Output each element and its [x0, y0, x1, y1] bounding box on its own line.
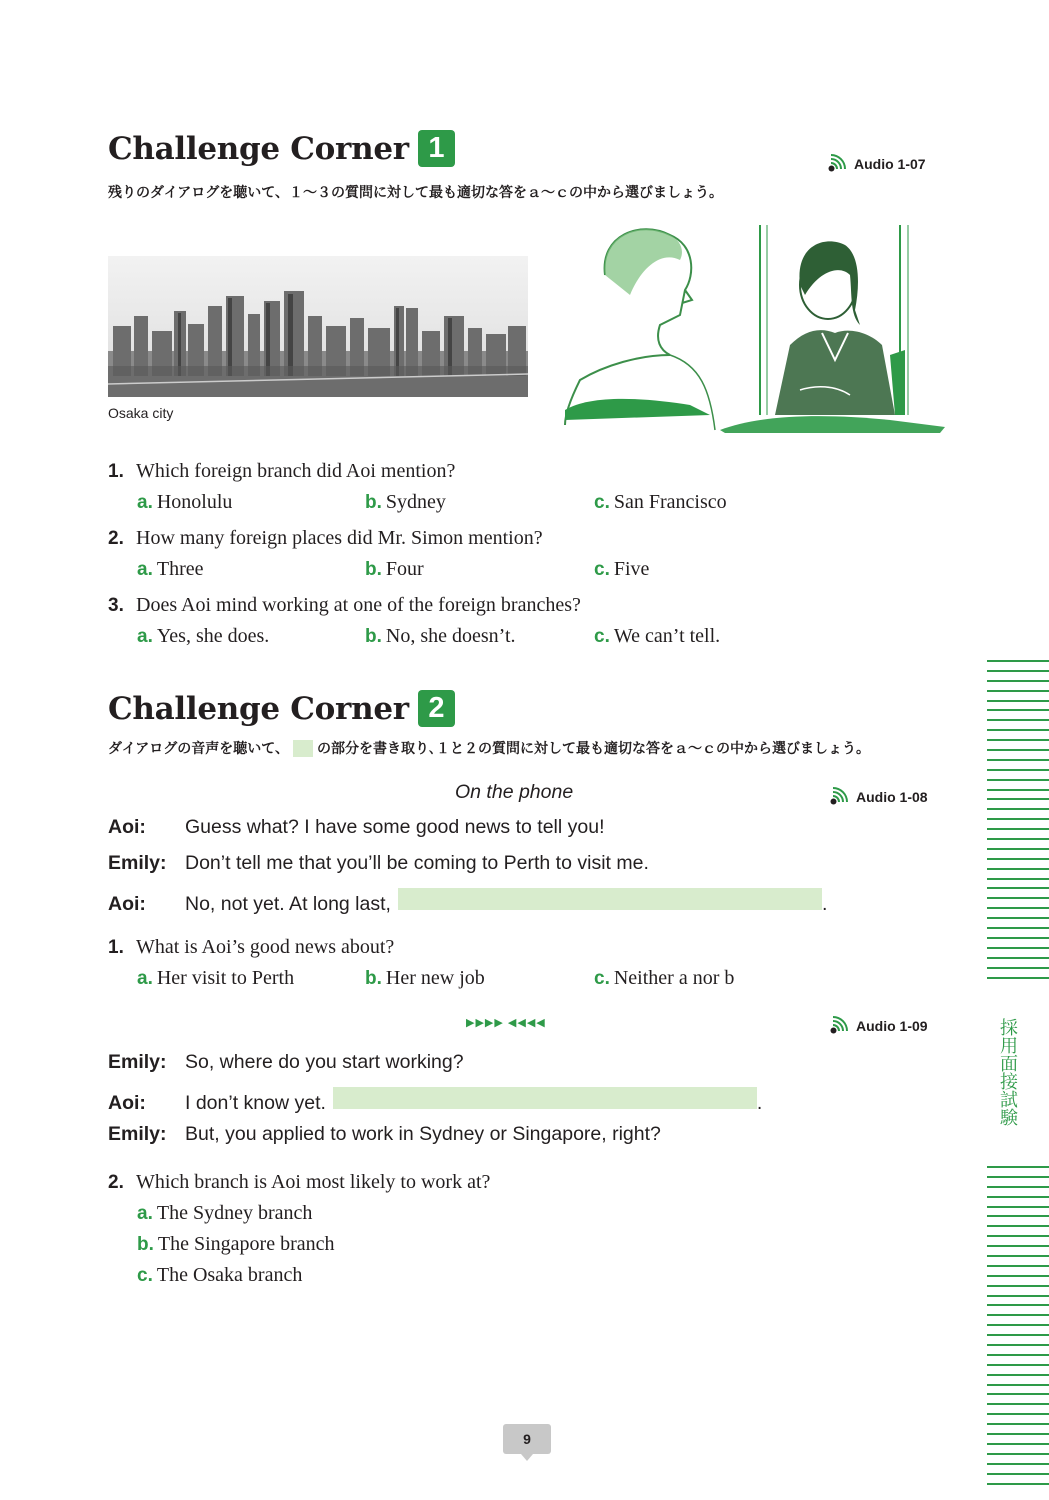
side-stripes-bottom: [987, 1166, 1049, 1492]
line-text: Don’t tell me that you’ll be coming to Perth to visit me.: [185, 852, 649, 874]
cc2-title: [108, 690, 455, 727]
cc1-question-2: [108, 527, 908, 558]
option-b[interactable]: b. Sydney: [365, 491, 446, 513]
option-b[interactable]: b. The Singapore branch: [137, 1233, 335, 1255]
cc1-question-3: [108, 594, 908, 625]
question-number: 1.: [108, 937, 124, 958]
cc2-q1-options: [108, 967, 908, 1003]
line-text: I don’t know yet.: [185, 1092, 326, 1114]
page-number: 9: [503, 1424, 551, 1454]
cc2-instruction-post: の部分を書き取り､１と２の質問に対して最も適切な答をａ～ｃの中から選びましょう。: [317, 740, 871, 756]
cc1-q3-options: [108, 625, 908, 661]
blank-sample: [293, 740, 313, 757]
cc2-question-2-block: [108, 1171, 908, 1295]
speaker: Aoi:: [108, 1092, 146, 1114]
scene-label: On the phone: [455, 781, 574, 803]
cc2-instruction-pre: ダイアログの音声を聴いて、: [108, 740, 290, 756]
cc1-instruction: 残りのダイアログを聴いて、１～３の質問に対して最も適切な答をａ～ｃの中から選びましょう。: [108, 184, 724, 200]
question-text: Which foreign branch did Aoi mention?: [136, 460, 456, 482]
cc2-question-1-block: [108, 936, 908, 1003]
side-tab-label: 採用面接試験: [998, 1018, 1018, 1126]
audio-icon: [830, 785, 852, 805]
option-a[interactable]: a. Yes, she does.: [137, 625, 270, 647]
cc1-audio-label: Audio 1-07: [854, 156, 926, 172]
speaker: Aoi:: [108, 893, 146, 915]
question-text: How many foreign places did Mr. Simon mention?: [136, 527, 543, 549]
audio-icon: [830, 1014, 852, 1034]
option-a[interactable]: a. Three: [137, 558, 204, 580]
option-a[interactable]: a. Her visit to Perth: [137, 967, 295, 989]
cc2-instruction: [108, 738, 870, 758]
cc1-number-badge: 1: [418, 130, 455, 167]
cc2-audio-2-label: Audio 1-09: [856, 1018, 928, 1034]
option-a[interactable]: a. Honolulu: [137, 491, 233, 513]
section-separator: ▶▶▶▶ ◀◀◀◀: [466, 1017, 546, 1029]
option-b[interactable]: b. Four: [365, 558, 424, 580]
option-c[interactable]: c. The Osaka branch: [137, 1264, 303, 1286]
option-a[interactable]: a. The Sydney branch: [137, 1202, 313, 1224]
speaker: Emily:: [108, 852, 167, 874]
cc2-audio-2[interactable]: [830, 1014, 928, 1034]
cc2-question-1: [108, 936, 908, 967]
option-c[interactable]: c. San Francisco: [594, 491, 727, 513]
option-c[interactable]: c. We can’t tell.: [594, 625, 721, 647]
speaker: Aoi:: [108, 816, 146, 838]
cc2-title-text: Challenge Corner: [108, 690, 409, 727]
dialogue-line: [108, 816, 827, 852]
speaker: Emily:: [108, 1051, 167, 1073]
cc2-number-badge: 2: [418, 690, 455, 727]
dialogue-line: [108, 1051, 762, 1087]
dialogue-line: [108, 852, 827, 888]
cc2-audio-1-label: Audio 1-08: [856, 789, 928, 805]
question-number: 3.: [108, 595, 124, 616]
question-text: Which branch is Aoi most likely to work at?: [136, 1171, 491, 1193]
speaker: Emily:: [108, 1123, 167, 1145]
dialogue-line: Aoi: No, not yet. At long last, .: [108, 888, 827, 924]
interview-illustration: [560, 215, 945, 433]
side-stripes-top: [987, 660, 1049, 986]
dictation-blank-1[interactable]: [398, 888, 822, 910]
cc1-title: [108, 130, 455, 167]
cc2-audio-1[interactable]: [830, 785, 928, 805]
cc1-q1-options: [108, 491, 908, 527]
option-c[interactable]: c. Neither a nor b: [594, 967, 735, 989]
cc1-audio[interactable]: [828, 152, 926, 172]
question-number: 1.: [108, 461, 124, 482]
dialogue-2: [108, 1051, 762, 1159]
dialogue-1: [108, 816, 827, 924]
page-number-pointer: [521, 1454, 533, 1461]
line-text: But, you applied to work in Sydney or Singapore, right?: [185, 1123, 661, 1145]
question-number: 2.: [108, 528, 124, 549]
option-b[interactable]: b. Her new job: [365, 967, 485, 989]
line-text: So, where do you start working?: [185, 1051, 464, 1073]
cc1-questions: [108, 460, 908, 661]
cc1-question-1: [108, 460, 908, 491]
question-text: Does Aoi mind working at one of the foreign branches?: [136, 594, 581, 616]
line-text: Guess what? I have some good news to tell you!: [185, 816, 605, 838]
cc1-title-text: Challenge Corner: [108, 130, 409, 167]
option-c[interactable]: c. Five: [594, 558, 650, 580]
question-text: What is Aoi’s good news about?: [136, 936, 395, 958]
option-b[interactable]: b. No, she doesn’t.: [365, 625, 516, 647]
photo-caption: Osaka city: [108, 405, 174, 421]
audio-icon: [828, 152, 850, 172]
question-number: 2.: [108, 1172, 124, 1193]
osaka-photo: [108, 256, 528, 397]
dictation-blank-2[interactable]: [333, 1087, 757, 1109]
cc1-q2-options: [108, 558, 908, 594]
dialogue-line: [108, 1123, 762, 1159]
dialogue-line: Aoi: I don’t know yet. .: [108, 1087, 762, 1123]
cc2-question-2: [108, 1171, 908, 1202]
line-text: No, not yet. At long last,: [185, 893, 391, 915]
